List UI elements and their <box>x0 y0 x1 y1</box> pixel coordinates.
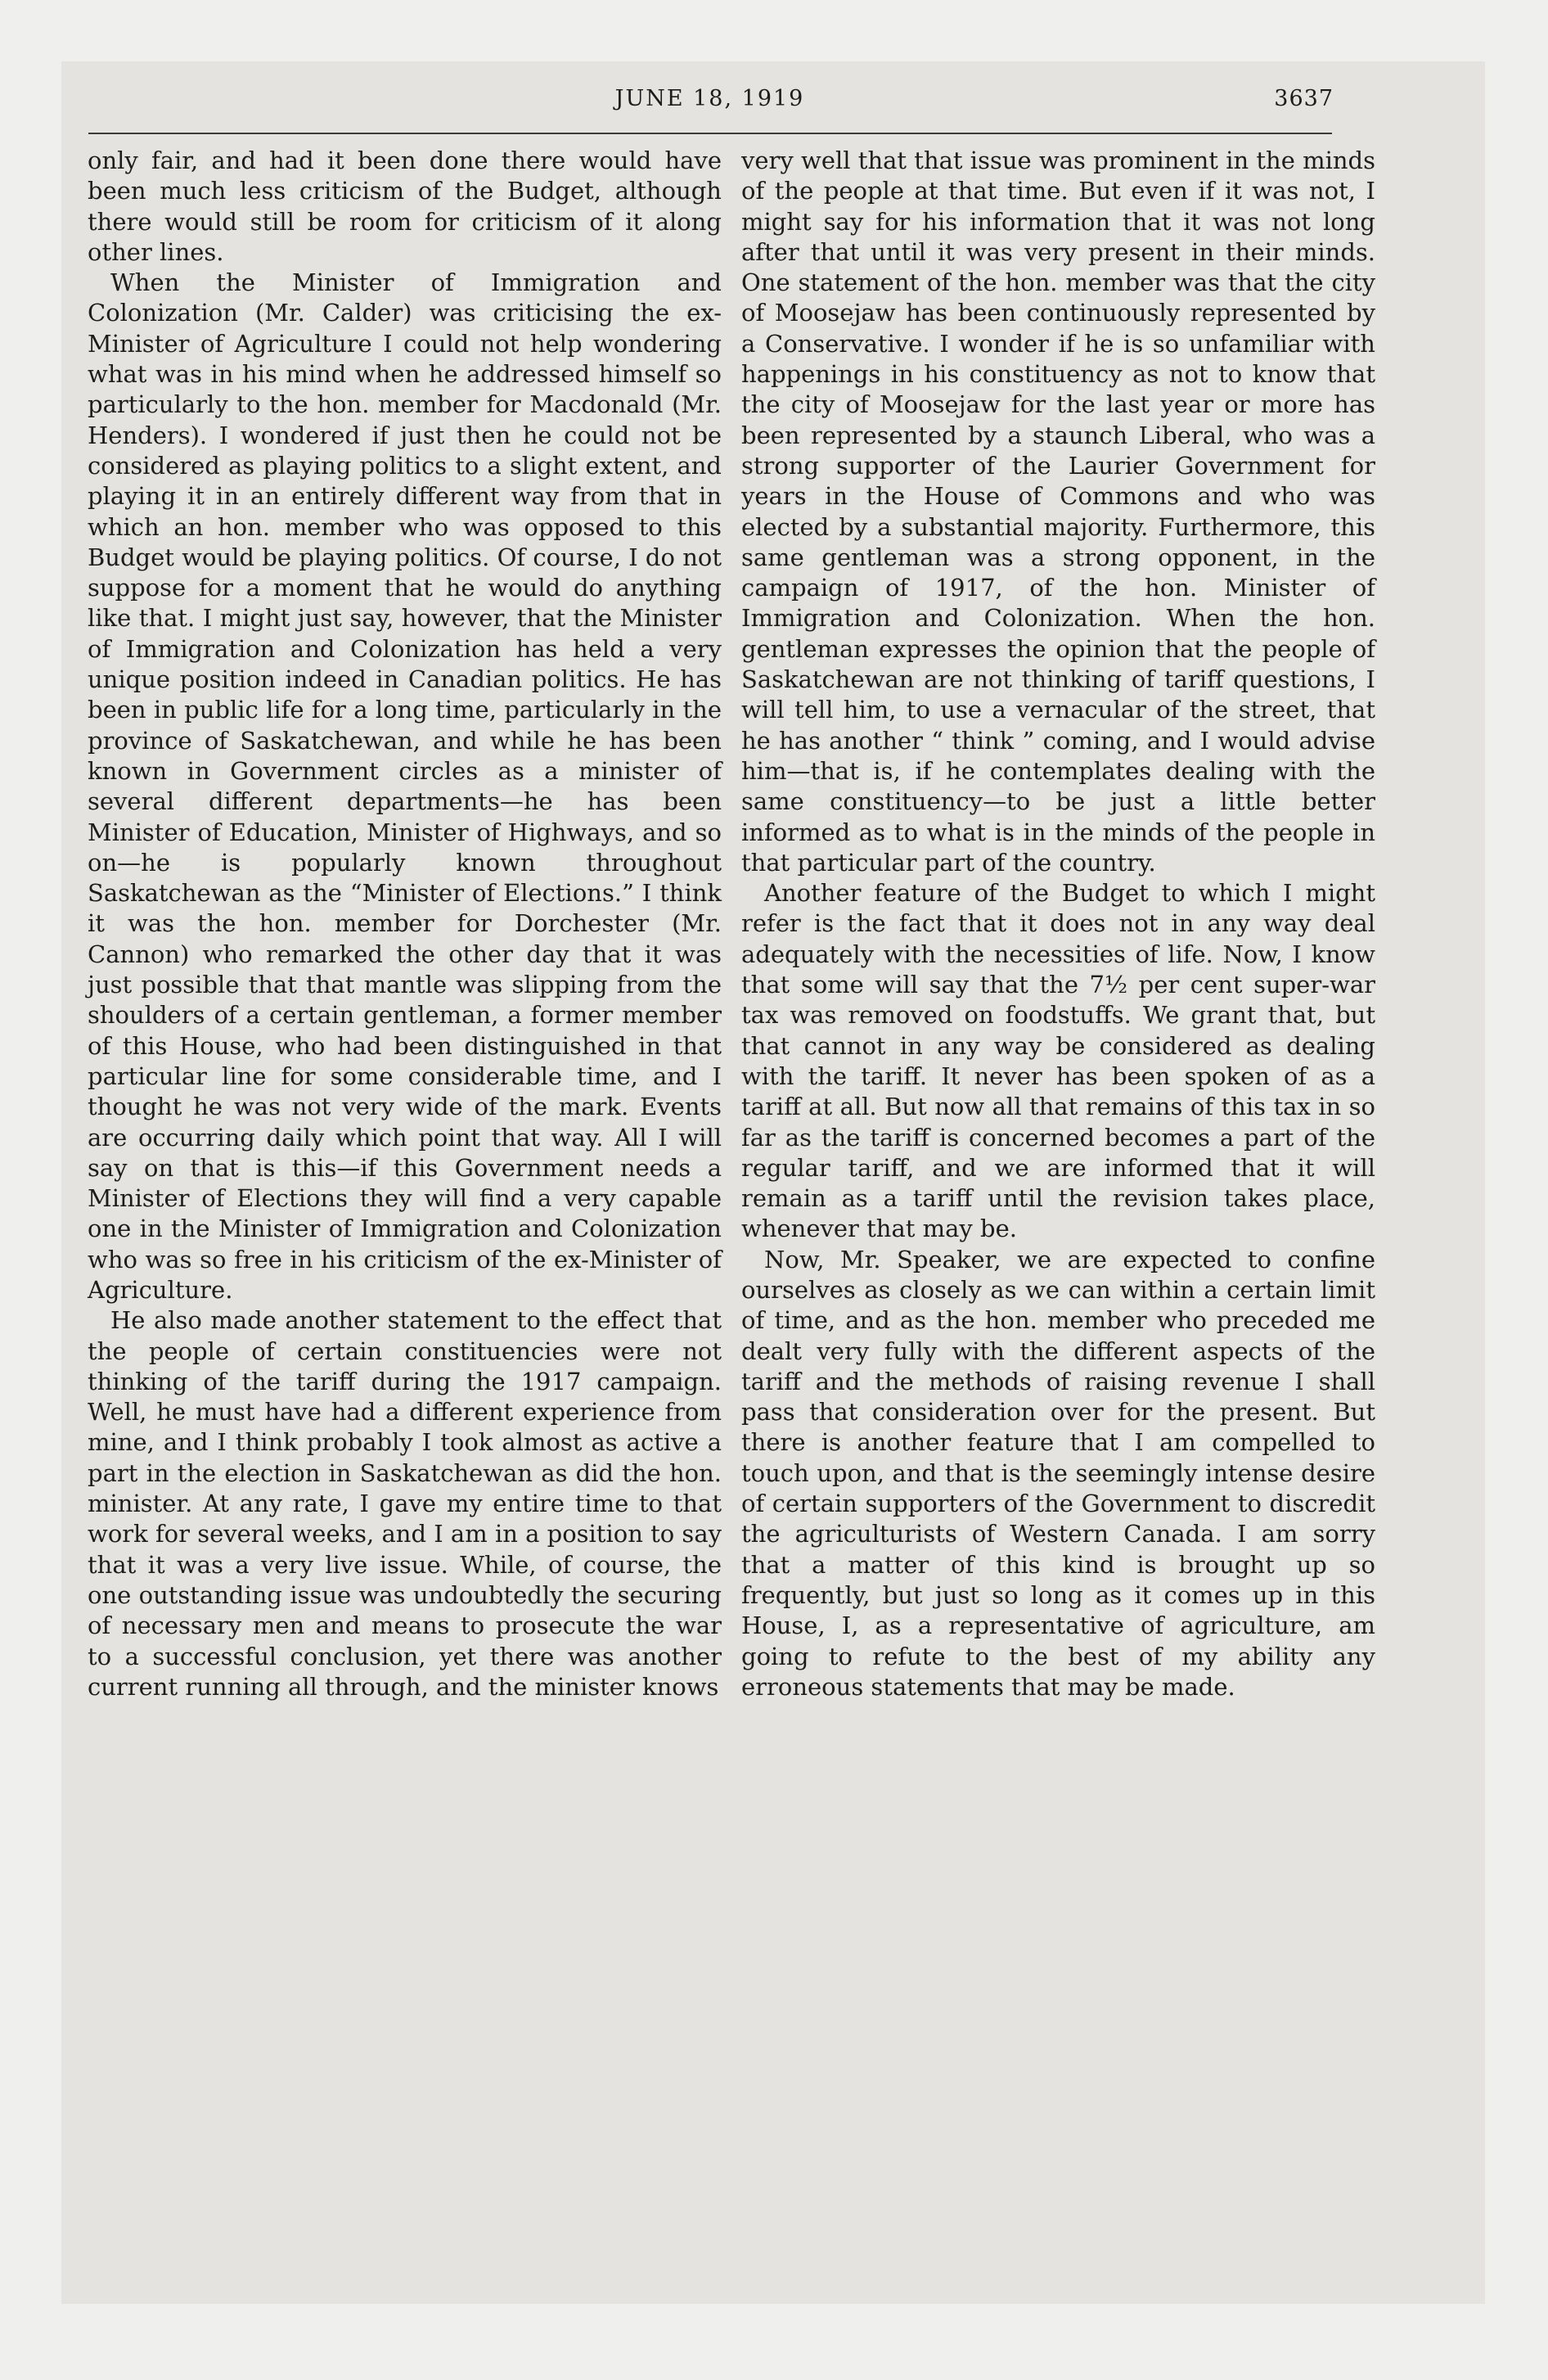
right-column <box>741 146 1375 1702</box>
paragraph: Now, Mr. Speaker, we are expected to confine ourselves as closely as we can within a certain limit of time, and as the hon. member who preceded me dealt very fully with the different aspects of the tariff and the methods of raising revenue I shall pass that consideration over for the present. But there is another feature that I am compelled to touch upon, and that is the seemingly intense desire of certain supporters of the Government to discredit the agriculturists of Western Canada. I am sorry that a matter of this kind is brought up so frequently, but just so long as it comes up in this House, I, as a representative of agriculture, am going to refute to the best of my ability any erroneous statements that may be made. <box>741 1245 1375 1701</box>
paragraph: He also made another statement to the effect that the people of certain constituencies were not thinking of the tariff during the 1917 campaign. Well, he must have had a different experience from mine, and I think probably I took almost as active a part in the election in Saskatchewan as did the hon. minister. At any rate, I gave my entire time to that work for several weeks, and I am in a position to say that it was a very live issue. While, of course, the one outstanding issue was undoubtedly the securing of necessary men and means to prosecute the war to a successful conclusion, yet there was another current running all through, and the minister knows <box>88 1306 722 1701</box>
paragraph: When the Minister of Immigration and Colonization (Mr. Calder) was criticising the ex-Minister of Agriculture I could not help wondering what was in his mind when he addressed himself so particularly to the hon. member for Macdonald (Mr. Henders). I wondered if just then he could not be considered as playing politics to a slight extent, and playing it in an entirely different way from that in which an hon. member who was opposed to this Budget would be playing politics. Of course, I do not suppose for a moment that he would do anything like that. I might just say, however, that the Minister of Immigration and Colonization has held a very unique position indeed in Canadian politics. He has been in public life for a long time, particularly in the province of Saskatchewan, and while he has been known in Government circles as a minister of several different departments—he has been Minister of Education, Minister of Highways, and so on—he is popularly known throughout Saskatchewan as the “Minister of Elections.” I think it was the hon. member for Dorchester (Mr. Cannon) who remarked the other day that it was just possible that that mantle was slipping from the shoulders of a certain gentleman, a former member of this House, who had been distinguished in that particular line for some considerable time, and I thought he was not very wide of the mark. Events are occurring daily which point that way. All I will say on that is this—if this Government needs a Minister of Elections they will find a very capable one in the Minister of Immigration and Colonization who was so free in his criticism of the ex-Minister of Agriculture. <box>88 268 722 1304</box>
header-date: JUNE 18, 1919 <box>614 86 805 111</box>
page-header <box>86 86 1334 119</box>
page-number: 3637 <box>1274 86 1334 111</box>
paragraph: Another feature of the Budget to which I might refer is the fact that it does not in any way deal adequately with the necessities of life. Now, I know that some will say that the 7½ per cent super-war tax was removed on foodstuffs. We grant that, but that cannot in any way be considered as dealing with the tariff. It never has been spoken of as a tariff at all. But now all that remains of this tax in so far as the tariff is concerned becomes a part of the regular tariff, and we are informed that it will remain as a tariff until the revision takes place, whenever that may be. <box>741 879 1375 1243</box>
paragraph: very well that that issue was prominent in the minds of the people at that time. But even if it was not, I might say for his information that it was not long after that until it was very present in their minds. One statement of the hon. member was that the city of Moosejaw has been continuously represented by a Conservative. I wonder if he is so unfamiliar with happenings in his constituency as not to know that the city of Moosejaw for the last year or more has been represented by a staunch Liberal, who was a strong supporter of the Laurier Government for years in the House of Commons and who was elected by a substantial majority. Furthermore, this same gentleman was a strong opponent, in the campaign of 1917, of the hon. Minister of Immigration and Colonization. When the hon. gentleman expresses the opinion that the people of Saskatchewan are not thinking of tariff questions, I will tell him, to use a vernacular of the street, that he has another “ think ” coming, and I would advise him—that is, if he contemplates dealing with the same constituency—to be just a little better informed as to what is in the minds of the people in that particular part of the country. <box>741 146 1375 877</box>
header-rule <box>88 133 1332 134</box>
left-column <box>88 146 722 1702</box>
paragraph: only fair, and had it been done there would have been much less criticism of the Budget, although there would still be room for criticism of it along other lines. <box>88 146 722 266</box>
